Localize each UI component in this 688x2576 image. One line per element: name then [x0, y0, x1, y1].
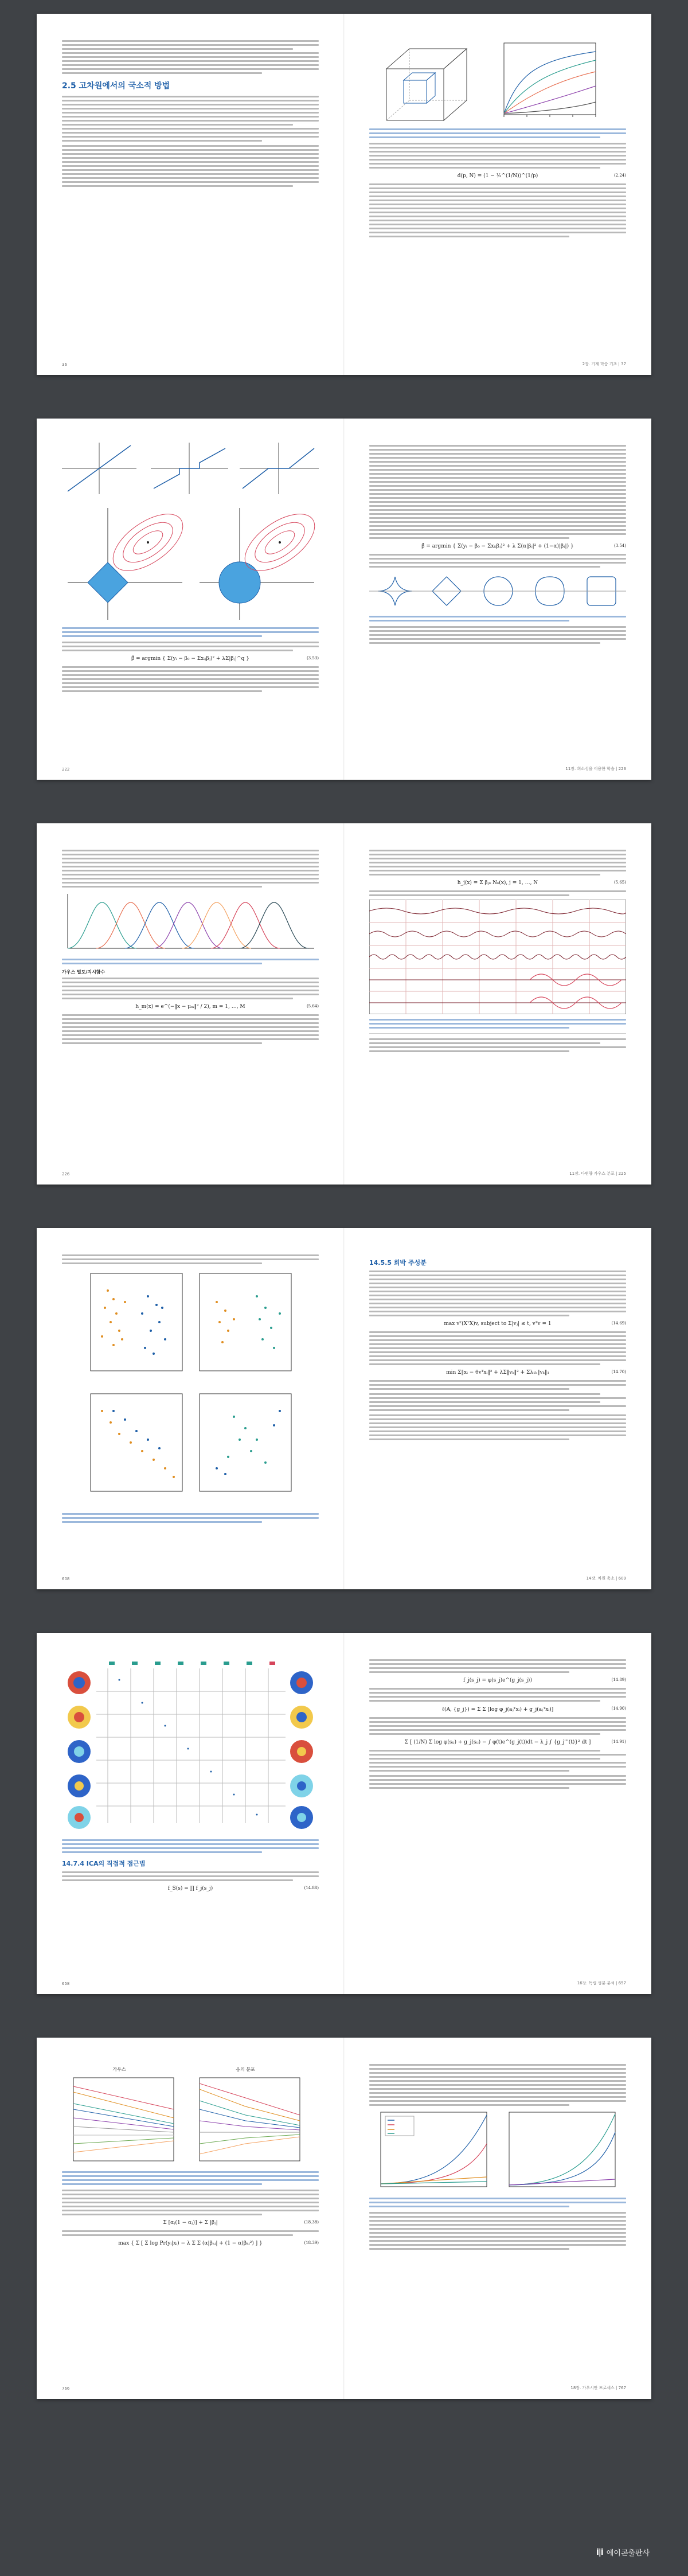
figure-gaussian-kernels [62, 891, 319, 954]
page-number: 14장. 차원 축소 | 609 [586, 1576, 626, 1581]
body-text [62, 145, 319, 187]
equation: Σ [ (1/N) Σ log φ(sᵢⱼ) + g_j(sᵢⱼ) − ∫ φ(t)e^(g_j(t))dt − λ_j ∫ {g_j'''(t)}² dt ] (14.91) [404, 1740, 626, 1745]
coef-path-panel-b [188, 2062, 303, 2169]
equation: min Σ‖xᵢ − θvᵀxᵢ‖² + λΣ‖vₖ‖² + Σλ₁ₖ‖vₖ‖₁ (14.70) [446, 1370, 626, 1375]
figure-caption [62, 2171, 319, 2185]
subsection-heading: 14.7.4 ICA의 직접적 접근법 [62, 1860, 146, 1867]
body-text [369, 2064, 626, 2106]
body-text [369, 1331, 626, 1365]
body-text [369, 1380, 626, 1390]
body-text [369, 2212, 626, 2250]
page-left [37, 1633, 344, 1994]
page-left [37, 14, 344, 375]
equation: h_j(x) = Σ βⱼₖ Nₖ(x), j = 1, …, N (5.65) [457, 880, 626, 886]
page-right [344, 1228, 651, 1589]
page-left [37, 2038, 344, 2399]
figure-wavelet-grid [369, 900, 626, 1014]
page-number: 2장. 기계 학습 기초 | 37 [582, 362, 626, 366]
figure-threshold-functions [62, 443, 319, 494]
body-text [62, 1871, 319, 1881]
page-left [37, 1228, 344, 1589]
panel-title: 가우스 [112, 2067, 126, 2072]
body-text [62, 2230, 319, 2236]
figure-cube-and-curves [369, 40, 626, 126]
figure-scatter-panels [62, 1268, 319, 1508]
body-text [62, 642, 319, 651]
publisher-logo [596, 2547, 650, 2558]
book-spread-6 [37, 2038, 651, 2399]
body-text [62, 1014, 319, 1044]
body-text [62, 978, 319, 999]
figure-caption [62, 959, 319, 964]
page-right [344, 1633, 651, 1994]
body-text [62, 850, 319, 888]
page-right [344, 14, 651, 375]
book-spread-4 [37, 1228, 651, 1589]
page-number: 222 [62, 767, 70, 772]
figure-caption [369, 2198, 626, 2207]
equation: f_j(s_j) = φ(s_j)e^(g_j(s_j)) (14.89) [463, 1678, 626, 1683]
page-left [37, 419, 344, 780]
bullet-list [369, 1750, 626, 1772]
equation: β̂ = argmin { Σ(yᵢ − β₀ − Σxᵢⱼβⱼ)² + λΣ|βⱼ|^q } (3.53) [131, 656, 319, 662]
page-number: 36 [62, 362, 67, 367]
section-heading: 2.5 고차원에서의 국소적 방법 [62, 81, 170, 91]
equation: Σ [αⱼ(1 − αⱼ)] + Σ |βⱼ| (18.38) [163, 2220, 319, 2226]
growth-plot-b [498, 2109, 618, 2195]
body-text [369, 1271, 626, 1316]
equation: max { Σ [ Σ log Pr(yᵢ|xᵢ) − λ Σ Σ (α|βₖⱼ| + (1 − α)βₖⱼ²) ] } (18.39) [118, 2241, 319, 2246]
page-number: 18장. 가우시안 프로세스 | 767 [570, 2386, 626, 2390]
figure-caption [62, 1513, 319, 1523]
figure-caption [62, 627, 319, 637]
figure-lq-norm-shapes [369, 571, 626, 611]
page-right [344, 2038, 651, 2399]
figure-caption [369, 128, 626, 138]
coef-path-plot-b [188, 2075, 303, 2167]
equation: h_m(x) = e^(−‖x − μₘ‖² / 2), m = 1, …, M (5.64) [135, 1004, 319, 1010]
figure-caption [369, 616, 626, 621]
body-text [369, 850, 626, 875]
footnote [369, 1033, 626, 1052]
page-number: 11장. 희소성을 이용한 학습 | 223 [565, 767, 626, 771]
cube-diagram [369, 40, 484, 126]
body-text [62, 40, 319, 74]
coef-path-panel-a [62, 2062, 177, 2169]
subheading: 가우스 밀도/지시함수 [62, 970, 105, 975]
book-spread-2 [37, 419, 651, 780]
body-text [369, 626, 626, 644]
page-number: 766 [62, 2386, 70, 2391]
body-text [369, 1775, 626, 1789]
body-text [62, 1254, 319, 1264]
body-text [369, 143, 626, 169]
panel-title: 음의 분포 [236, 2067, 255, 2072]
body-text [369, 445, 626, 539]
page-left [37, 823, 344, 1185]
page-number: 11장. 다변량 가우스 분포 | 225 [569, 1171, 626, 1176]
equation: f_S(s) = ∏ f_j(s_j) (14.88) [167, 1886, 319, 1891]
body-text [369, 1717, 626, 1735]
coef-path-plot-a [62, 2075, 177, 2167]
book-spread-3 [37, 823, 651, 1185]
equation: d(p, N) = (1 − ½^(1/N))^(1/p) (2.24) [457, 173, 626, 179]
figure-caption [62, 1839, 319, 1853]
book-spread-5 [37, 1633, 651, 1994]
body-text [369, 890, 626, 896]
bullet-list [369, 1393, 626, 1411]
body-text [369, 1414, 626, 1440]
book-spread-1 [37, 14, 651, 375]
publisher-name: 에이콘출판사 [606, 2549, 650, 2558]
figure-caption [369, 1019, 626, 1029]
figure-coefficient-paths [62, 2062, 319, 2169]
body-text [62, 666, 319, 692]
body-text [62, 2190, 319, 2215]
subsection-heading: 14.5.5 희박 주성분 [369, 1259, 427, 1266]
page-number: 226 [62, 1172, 70, 1176]
body-text [369, 1659, 626, 1673]
body-text [369, 183, 626, 237]
figure-growth-comparison [369, 2109, 626, 2195]
page-number: 16장. 독립 성분 분석 | 657 [577, 1981, 626, 1985]
figure-lasso-ridge-contours [62, 497, 319, 623]
equation: β̂ = argmin { Σ(yᵢ − β₀ − Σxᵢⱼβⱼ)² + λ Σ(α|βⱼ|² + (1−α)|βⱼ|) } (3.54) [421, 544, 626, 549]
growth-curves-plot [490, 40, 621, 126]
page-right [344, 419, 651, 780]
equation: max vᵀ(XᵀX)v, subject to Σ|vⱼ| ≤ t, vᵀv = 1 (14.69) [444, 1321, 626, 1327]
equation: ℓ(A, {g_j}) = Σ Σ [log φ_j(aⱼᵀxᵢ) + g_j(aⱼᵀxᵢ)] (14.90) [441, 1706, 626, 1713]
page-right [344, 823, 651, 1185]
body-text [369, 1688, 626, 1702]
body-text [369, 554, 626, 568]
page-number: 658 [62, 1981, 70, 1986]
page-number: 608 [62, 1577, 70, 1581]
growth-plot-a [369, 2109, 490, 2195]
publisher-logo-icon: i|i [596, 2547, 603, 2557]
figure-ica-component-grid [62, 1657, 319, 1835]
body-text [62, 96, 319, 142]
